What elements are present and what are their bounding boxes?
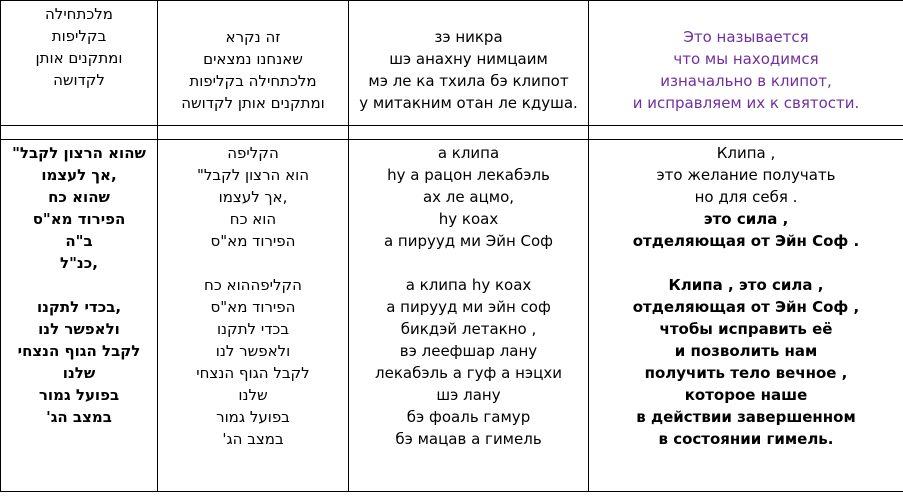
text-line: hy коах: [438, 210, 499, 228]
text-line: ,אך לעצמו: [218, 188, 288, 206]
text-line: изначально в клипот,: [660, 72, 832, 90]
text-line: чтобы исправить её: [659, 320, 833, 338]
text-line: שלנו: [62, 364, 96, 382]
table-row: [1, 140, 903, 492]
text-line: это желание получать: [656, 166, 836, 184]
text-line: לקדושה: [53, 71, 105, 89]
spacer-cell: [589, 126, 903, 140]
text-line: הקליפה: [227, 144, 279, 162]
table-row: [1, 1, 903, 126]
text-line: ולאפשר לנו: [215, 342, 291, 360]
russian-cell: [589, 1, 903, 126]
russian-cell: [589, 140, 903, 492]
text-line: ולאפשר לנו: [38, 320, 120, 338]
text-line: бикдэй летакно ,: [400, 320, 537, 338]
spacer-cell: [158, 126, 349, 140]
text-line: הפירוד מא"ס: [210, 298, 296, 316]
text-line: שלנו: [238, 386, 268, 404]
text-line: ומתקנים אותן: [35, 49, 123, 67]
text-line: בפועל גמור: [216, 408, 290, 426]
text-line: Клипа ,: [716, 144, 776, 162]
transliteration-cell: [349, 140, 589, 492]
text-line: ,אך לעצמו: [41, 166, 117, 184]
text-line: получить тело вечное ,: [644, 364, 848, 382]
hebrew-bold-cell: [1, 140, 158, 492]
text-line: ,כנ"ל: [60, 254, 98, 272]
text-line: шэ лану: [436, 386, 501, 404]
text-line: но для себя .: [694, 188, 798, 206]
text-line: לקבל הגוף הנצחי: [196, 364, 310, 382]
text-line: а клипа hy коах: [405, 276, 532, 294]
spacer-row: [1, 126, 903, 140]
hebrew-short-cell: [1, 1, 158, 126]
text-line: мэ ле ка тхила бэ клипот: [368, 72, 569, 90]
text-line: שהוא כח: [48, 188, 110, 206]
text-line: отделяющая от Эйн Соф .: [632, 232, 860, 250]
text-line: бэ фоаль гамур: [406, 408, 531, 426]
text-line: зэ никра: [434, 28, 503, 46]
text-line: הפירוד מא"ס: [32, 210, 126, 228]
text-line: и исправляем их к святости.: [632, 94, 860, 112]
text-line: הפירוד מא"ס: [210, 232, 296, 250]
hebrew-cell: [158, 1, 349, 126]
text-line: лекабэль а гуф а нэцхи: [375, 364, 562, 382]
text-line: бэ мацав а гимель: [395, 430, 542, 448]
text-line: отделяющая от Эйн Соф ,: [632, 298, 860, 316]
text-line: בקליפות: [51, 27, 107, 45]
text-line: в действии завершенном: [636, 408, 856, 426]
text-line: במצב הג': [46, 408, 112, 426]
text-line: שאנחנו נמצאים: [203, 50, 303, 68]
blank-line: [589, 252, 903, 274]
text-line: а клипа: [437, 144, 500, 162]
text-line: Клипа , это сила ,: [668, 276, 824, 294]
text-line: ומתקנים אותן לקדושה: [181, 94, 325, 112]
text-line: ,בכדי לתקנו: [36, 298, 122, 316]
text-line: מלכתחילה: [45, 5, 113, 23]
text-line: что мы находимся: [673, 50, 819, 68]
text-line: ах ле ацмо,: [422, 188, 515, 206]
text-line: Это называется: [683, 28, 809, 46]
blank-line: [1, 274, 157, 296]
text-line: которое наше: [684, 386, 808, 404]
spacer-cell: [349, 126, 589, 140]
text-line: шэ анахну нимцаим: [389, 50, 548, 68]
text-line: hy а рацон лекабэль: [387, 166, 550, 184]
text-line: מלכתחילה בקליפות: [189, 72, 317, 90]
text-line: לקבל הגוף הנצחי: [17, 342, 141, 360]
text-line: ב"ה: [65, 232, 93, 250]
text-line: הוא כח: [229, 210, 277, 228]
spacer-cell: [1, 126, 158, 140]
text-line: שהוא הרצון לקבל": [12, 144, 146, 162]
text-line: в состоянии гимель.: [658, 430, 834, 448]
text-line: а пирууд ми эйн соф: [386, 298, 551, 316]
hebrew-cell: [158, 140, 349, 492]
text-line: בפועל גמור: [38, 386, 120, 404]
text-line: у митакним отан ле кдуша.: [359, 94, 578, 112]
text-line: בכדי לתקנו: [216, 320, 290, 338]
text-line: а пирууд ми Эйн Соф: [383, 232, 554, 250]
text-line: הוא הרצון לקבל": [196, 166, 310, 184]
blank-line: [158, 252, 348, 274]
text-line: это сила ,: [703, 210, 789, 228]
blank-line: [349, 252, 588, 274]
text-line: и позволить нам: [674, 342, 818, 360]
text-line: вэ леефшар лану: [399, 342, 538, 360]
transliteration-cell: [349, 1, 589, 126]
text-line: הקליפההוא כח: [204, 276, 302, 294]
text-line: זה נקרא: [225, 28, 281, 46]
text-line: במצב הג': [222, 430, 284, 448]
